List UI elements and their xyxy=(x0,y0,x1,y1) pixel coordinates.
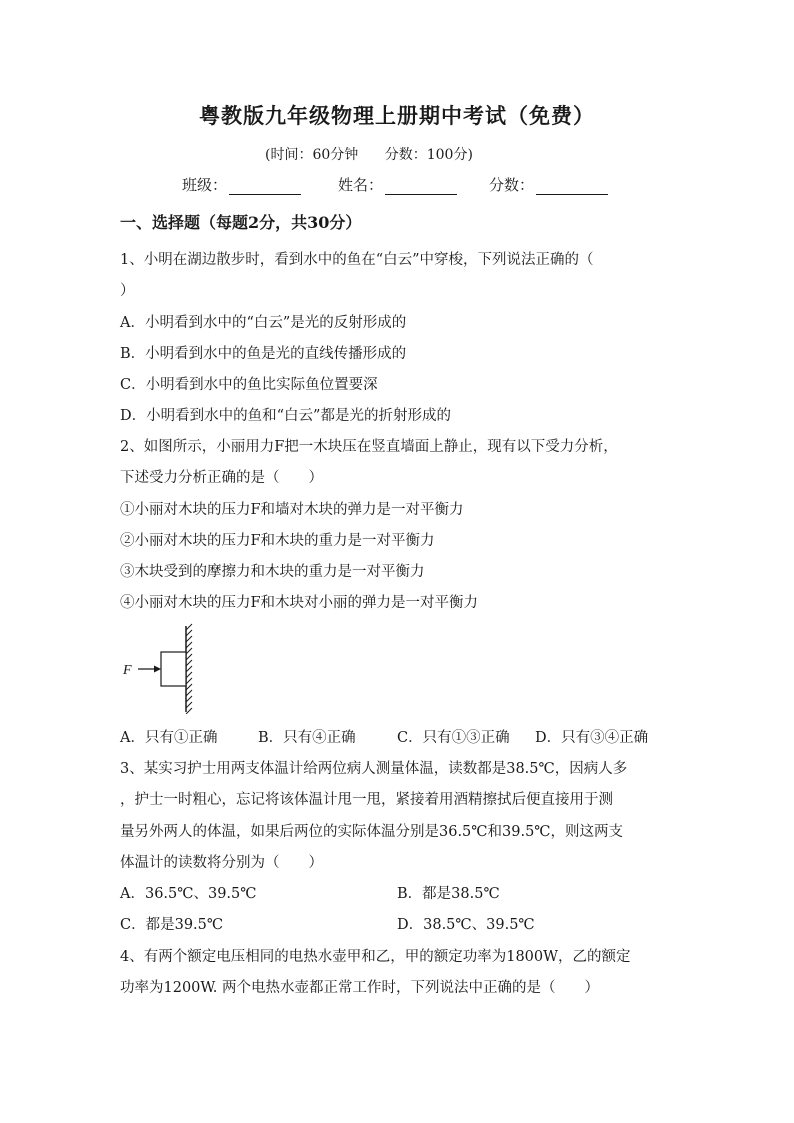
wall-hatching xyxy=(186,624,192,714)
force-label: F xyxy=(123,663,132,678)
section-heading: 一、选择题（每题2分，共30分） xyxy=(120,213,362,232)
score-info: 分数：100分) xyxy=(384,147,473,163)
wood-block xyxy=(161,652,186,686)
q2-stem-line2: 下述受力分析正确的是（ ） xyxy=(120,470,323,486)
score-field[interactable] xyxy=(489,174,608,195)
q2-option-d[interactable]: D．只有③④正确 xyxy=(535,730,649,746)
q3-option-a[interactable]: A．36.5℃、39.5℃ xyxy=(120,886,257,902)
q1-option-c[interactable]: C．小明看到水中的鱼比实际鱼位置要深 xyxy=(120,377,378,393)
q1-option-b[interactable]: B．小明看到水中的鱼是光的直线传播形成的 xyxy=(120,346,407,362)
q1-stem-line2: ） xyxy=(120,283,135,299)
force-arrow-head xyxy=(154,666,161,673)
q3-option-b[interactable]: B．都是38.5℃ xyxy=(397,886,500,902)
exam-info xyxy=(265,144,495,164)
time-info: (时间：60分钟 xyxy=(265,147,359,163)
q2-statement-1: ①小丽对木块的压力F和墙对木块的弹力是一对平衡力 xyxy=(120,502,464,518)
q4-stem-line2: 功率为1200W. 两个电热水壶都正常工作时，下列说法中正确的是（ ） xyxy=(120,980,599,996)
q3-stem-line1: 3、某实习护士用两支体温计给两位病人测量体温，读数都是38.5℃，因病人多 xyxy=(120,761,628,777)
q3-stem-line3: 量另外两人的体温，如果后两位的实际体温分别是36.5℃和39.5℃，则这两支 xyxy=(120,824,624,840)
q3-option-d[interactable]: D．38.5℃、39.5℃ xyxy=(397,917,535,933)
q1-option-a[interactable]: A．小明看到水中的“白云”是光的反射形成的 xyxy=(120,315,407,331)
name-label: 姓名： xyxy=(338,176,384,194)
q2-option-a[interactable]: A．只有①正确 xyxy=(120,730,218,746)
q3-stem-line4: 体温计的读数将分别为（ ） xyxy=(120,855,323,871)
q4-stem-line1: 4、有两个额定电压相同的电热水壶甲和乙，甲的额定功率为1800W，乙的额定 xyxy=(120,949,631,965)
class-label: 班级： xyxy=(182,176,228,194)
q1-stem-line1: 1、小明在湖边散步时，看到水中的鱼在“白云”中穿梭，下列说法正确的（ xyxy=(120,252,594,268)
score-blank[interactable] xyxy=(536,178,608,195)
q2-option-c[interactable]: C．只有①③正确 xyxy=(397,730,510,746)
class-blank[interactable] xyxy=(229,178,301,195)
class-field[interactable] xyxy=(182,174,301,195)
q1-option-d[interactable]: D．小明看到水中的鱼和“白云”都是光的折射形成的 xyxy=(120,408,451,424)
q3-stem-line2: ，护士一时粗心，忘记将该体温计甩一甩，紧接着用酒精擦拭后便直接用于测 xyxy=(120,792,613,808)
score-label: 分数： xyxy=(489,176,535,194)
q2-statement-4: ④小丽对木块的压力F和木块对小丽的弹力是一对平衡力 xyxy=(120,595,479,611)
q2-statement-3: ③木块受到的摩擦力和木块的重力是一对平衡力 xyxy=(120,564,425,580)
name-blank[interactable] xyxy=(385,178,457,195)
page-title: 粤教版九年级物理上册期中考试（免费） xyxy=(199,103,595,128)
name-field[interactable] xyxy=(338,174,457,195)
q2-stem-line1: 2、如图所示，小丽用力F把一木块压在竖直墙面上静止，现有以下受力分析， xyxy=(120,439,618,455)
force-diagram xyxy=(118,622,208,714)
q3-option-c[interactable]: C．都是39.5℃ xyxy=(120,917,224,933)
q2-option-b[interactable]: B．只有④正确 xyxy=(258,730,356,746)
q2-statement-2: ②小丽对木块的压力F和木块的重力是一对平衡力 xyxy=(120,533,435,549)
